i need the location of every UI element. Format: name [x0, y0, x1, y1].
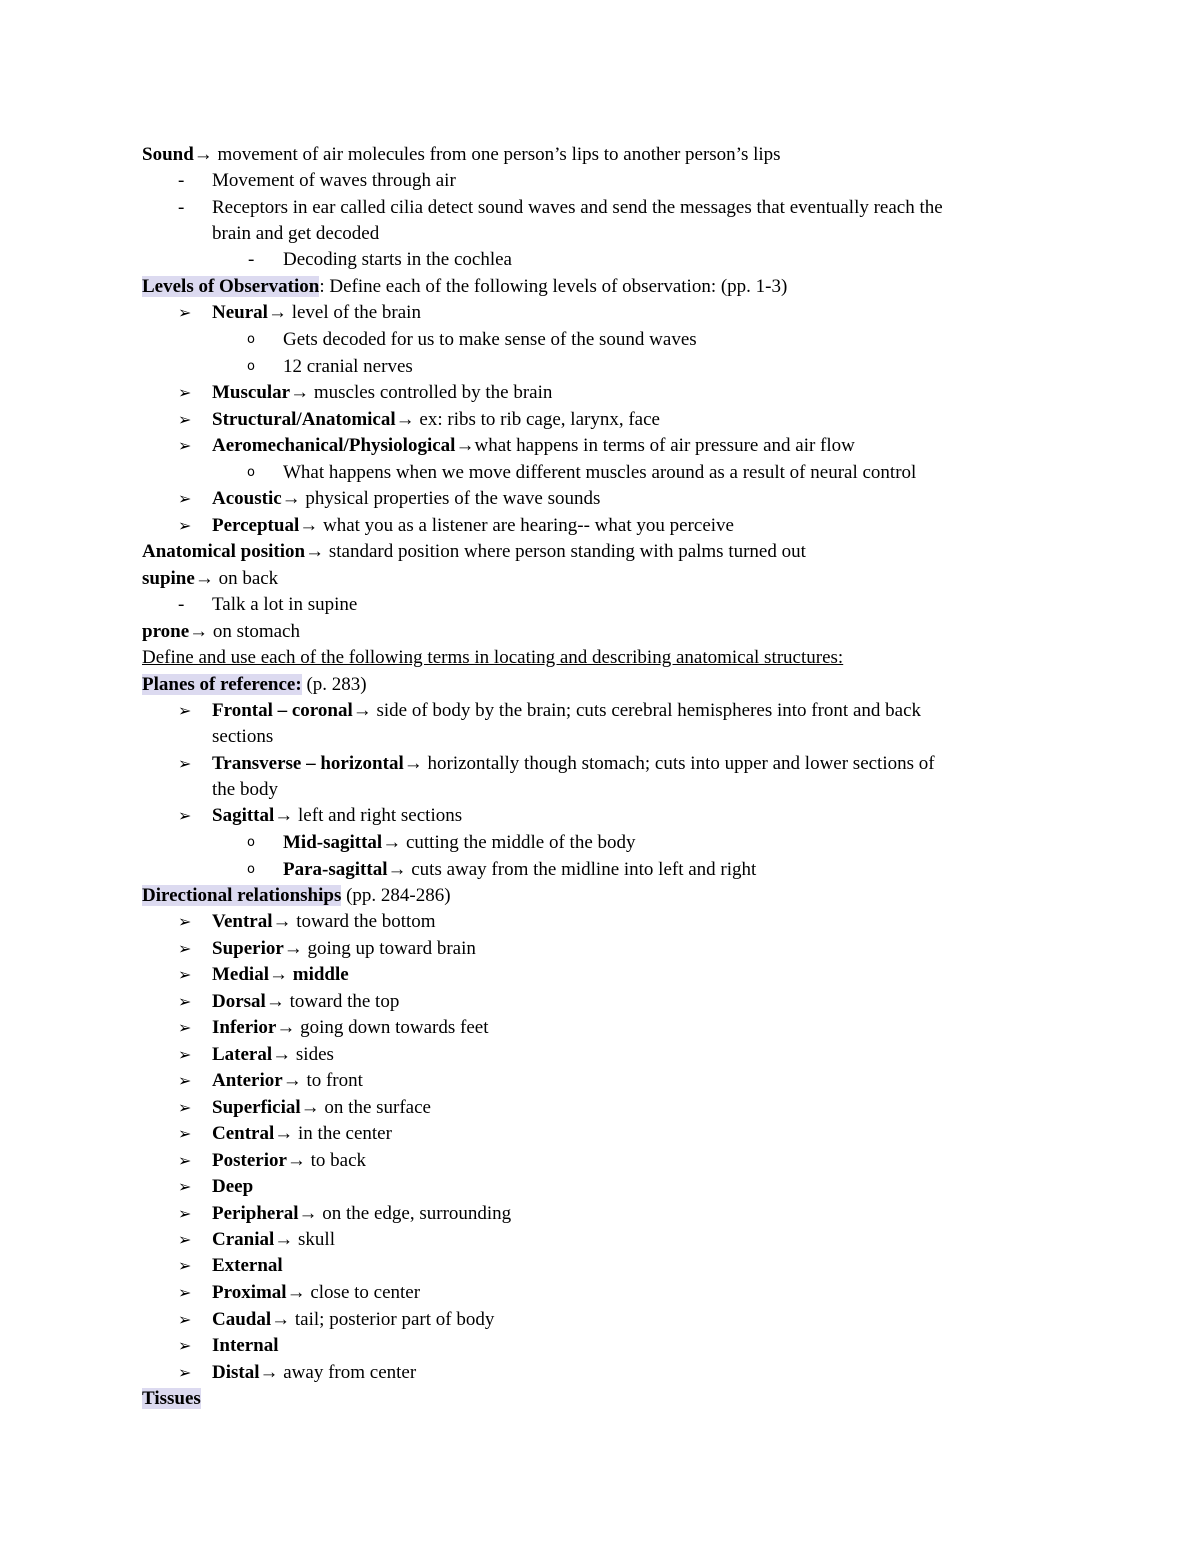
- arrow-bullet-icon: ➢: [178, 965, 192, 984]
- term: Sagittal: [212, 805, 275, 826]
- definition: → toward the top: [265, 991, 400, 1012]
- list-item: [212, 1174, 253, 1200]
- arrow-bullet-icon: ➢: [178, 1204, 192, 1223]
- definition: → cutting the middle of the body: [382, 832, 636, 853]
- arrow-bullet-icon: ➢: [178, 754, 192, 773]
- definition: → muscles controlled by the brain: [290, 382, 553, 403]
- list-item: [212, 1068, 363, 1094]
- list-item-text: Receptors in ear called cilia detect sound waves and send the messages that eventually reach the: [212, 197, 943, 218]
- term: Internal: [212, 1335, 279, 1356]
- term: Aeromechanical/Physiological: [212, 435, 456, 456]
- arrow-bullet-icon: ➢: [178, 1098, 192, 1117]
- arrow-bullet-icon: ➢: [178, 1045, 192, 1064]
- term: Proximal: [212, 1282, 287, 1303]
- list-item: [212, 433, 855, 459]
- definition: → what you as a listener are hearing-- what you perceive: [299, 515, 734, 536]
- term: Muscular: [212, 382, 291, 403]
- arrow-bullet-icon: ➢: [178, 1283, 192, 1302]
- definition: → away from center: [259, 1362, 417, 1383]
- dash-bullet: -: [178, 197, 185, 218]
- list-item: [212, 1015, 489, 1041]
- arrow-bullet-icon: ➢: [178, 1071, 192, 1090]
- list-item: [212, 751, 935, 777]
- section-heading: Levels of Observation: [142, 276, 320, 297]
- definition: →what happens in terms of air pressure and air flow: [455, 435, 855, 456]
- list-item: [212, 1307, 494, 1333]
- arrow-bullet-icon: ➢: [178, 1256, 192, 1275]
- list-item: [212, 195, 943, 221]
- line-anatomical-position: [142, 539, 806, 565]
- arrow-bullet-icon: ➢: [178, 1230, 192, 1249]
- definition: → ex: ribs to rib cage, larynx, face: [395, 409, 660, 430]
- term: Deep: [212, 1176, 254, 1197]
- term: Anterior: [212, 1070, 283, 1091]
- circle-bullet-icon: o: [247, 862, 255, 877]
- list-item: [212, 168, 456, 194]
- definition: → movement of air molecules from one person’s lips to another person’s lips: [193, 144, 781, 165]
- definition: → standard position where person standing with palms turned out: [305, 541, 806, 562]
- list-item-continuation: [212, 221, 379, 247]
- definition: → horizontally though stomach; cuts into upper and lower sections of: [403, 753, 935, 774]
- term: Posterior: [212, 1150, 287, 1171]
- list-item: [212, 989, 399, 1015]
- definition: → on the surface: [300, 1097, 431, 1118]
- arrow-bullet-icon: ➢: [178, 489, 192, 508]
- list-item-text: Movement of waves through air: [212, 170, 456, 191]
- circle-bullet-icon: o: [247, 359, 255, 374]
- list-item: [283, 830, 636, 856]
- list-item: [212, 1201, 511, 1227]
- definition: → level of the brain: [267, 302, 421, 323]
- arrow-bullet-icon: ➢: [178, 806, 192, 825]
- list-item-text: 12 cranial nerves: [283, 356, 413, 377]
- circle-bullet-icon: o: [247, 465, 255, 480]
- circle-bullet-icon: o: [247, 332, 255, 347]
- term: Mid-sagittal: [283, 832, 383, 853]
- arrow-bullet-icon: ➢: [178, 1363, 192, 1382]
- arrow-bullet-icon: ➢: [178, 1310, 192, 1329]
- definition: → on the edge, surrounding: [298, 1203, 512, 1224]
- heading-directional-relationships: [142, 883, 451, 909]
- definition: → cuts away from the midline into left and right: [387, 859, 757, 880]
- line-sound: [142, 142, 781, 168]
- term: External: [212, 1255, 283, 1276]
- arrow-bullet-icon: ➢: [178, 1124, 192, 1143]
- term: Transverse – horizontal: [212, 753, 404, 774]
- list-item-text: the body: [212, 779, 278, 800]
- term: Medial→ middle: [212, 964, 349, 985]
- instruction-text: Define and use each of the following terms in locating and describing anatomical structures:: [142, 647, 844, 668]
- arrow-bullet-icon: ➢: [178, 1018, 192, 1037]
- list-item: [212, 1121, 392, 1147]
- line-supine: [142, 566, 278, 592]
- list-item: [212, 962, 349, 988]
- term: Dorsal: [212, 991, 266, 1012]
- list-item: [212, 803, 462, 829]
- list-item: [212, 486, 600, 512]
- term: Superficial: [212, 1097, 301, 1118]
- list-item-text: Decoding starts in the cochlea: [283, 249, 512, 270]
- definition: → tail; posterior part of body: [271, 1309, 495, 1330]
- list-item: [212, 300, 421, 326]
- arrow-bullet-icon: ➢: [178, 701, 192, 720]
- arrow-bullet-icon: ➢: [178, 939, 192, 958]
- definition: → side of body by the brain; cuts cerebral hemispheres into front and back: [352, 700, 921, 721]
- term: Perceptual: [212, 515, 300, 536]
- dash-bullet: -: [178, 170, 185, 191]
- arrow-bullet-icon: ➢: [178, 912, 192, 931]
- term: supine: [142, 568, 195, 589]
- term: Frontal – coronal: [212, 700, 353, 721]
- line-prone: [142, 619, 300, 645]
- list-item: [212, 1253, 283, 1279]
- term: Caudal: [212, 1309, 272, 1330]
- list-item: [212, 1148, 366, 1174]
- definition: → sides: [272, 1044, 334, 1065]
- term: Neural: [212, 302, 268, 323]
- term-sound: Sound: [142, 144, 194, 165]
- list-item: [212, 698, 921, 724]
- definition: → going up toward brain: [283, 938, 476, 959]
- heading-tissues: [142, 1386, 201, 1412]
- definition: → close to center: [286, 1282, 421, 1303]
- list-item: [212, 380, 552, 406]
- list-item: [283, 354, 413, 380]
- list-item: [283, 327, 697, 353]
- term: Ventral: [212, 911, 273, 932]
- list-item: [283, 247, 512, 273]
- arrow-bullet-icon: ➢: [178, 1151, 192, 1170]
- arrow-bullet-icon: ➢: [178, 1177, 192, 1196]
- list-item: [212, 909, 436, 935]
- list-item: [212, 592, 357, 618]
- term: Lateral: [212, 1044, 273, 1065]
- arrow-bullet-icon: ➢: [178, 303, 192, 322]
- list-item: [212, 1360, 416, 1386]
- circle-bullet-icon: o: [247, 835, 255, 850]
- instruction-line: [142, 645, 843, 671]
- list-item: [212, 513, 734, 539]
- term: Superior: [212, 938, 284, 959]
- list-item: [212, 1042, 334, 1068]
- definition: → physical properties of the wave sounds: [281, 488, 601, 509]
- heading-levels-of-observation: [142, 274, 787, 300]
- list-item-text: Gets decoded for us to make sense of the sound waves: [283, 329, 697, 350]
- term: Para-sagittal: [283, 859, 388, 880]
- list-item-text: sections: [212, 726, 274, 747]
- list-item-text: Talk a lot in supine: [212, 594, 358, 615]
- list-item-continuation: [212, 724, 273, 750]
- list-item: [212, 1333, 279, 1359]
- term: Structural/Anatomical: [212, 409, 396, 430]
- list-item: [212, 407, 660, 433]
- definition: → on back: [194, 568, 279, 589]
- term: Peripheral: [212, 1203, 299, 1224]
- list-item: [283, 857, 756, 883]
- heading-note: (p. 283): [301, 674, 367, 695]
- section-heading: Planes of reference:: [142, 674, 302, 695]
- definition: → toward the bottom: [272, 911, 436, 932]
- list-item: [212, 1280, 420, 1306]
- arrow-bullet-icon: ➢: [178, 1336, 192, 1355]
- heading-note: : Define each of the following levels of observation: (pp. 1-3): [319, 276, 788, 297]
- definition: → to back: [286, 1150, 367, 1171]
- definition: → left and right sections: [274, 805, 463, 826]
- arrow-bullet-icon: ➢: [178, 410, 192, 429]
- term: Central: [212, 1123, 275, 1144]
- list-item: [212, 936, 476, 962]
- heading-planes-of-reference: [142, 672, 367, 698]
- list-item-text: brain and get decoded: [212, 223, 380, 244]
- definition: → skull: [274, 1229, 335, 1250]
- arrow-bullet-icon: ➢: [178, 383, 192, 402]
- arrow-bullet-icon: ➢: [178, 992, 192, 1011]
- term: Anatomical position: [142, 541, 306, 562]
- definition: → going down towards feet: [276, 1017, 489, 1038]
- term: prone: [142, 621, 190, 642]
- arrow-bullet-icon: ➢: [178, 436, 192, 455]
- list-item: [212, 1095, 431, 1121]
- term: Acoustic: [212, 488, 282, 509]
- list-item-continuation: [212, 777, 278, 803]
- dash-bullet: -: [248, 249, 255, 270]
- term: Cranial: [212, 1229, 275, 1250]
- arrow-bullet-icon: ➢: [178, 516, 192, 535]
- heading-note: (pp. 284-286): [341, 885, 451, 906]
- section-heading: Tissues: [142, 1388, 201, 1409]
- term: Inferior: [212, 1017, 277, 1038]
- section-heading: Directional relationships: [142, 885, 342, 906]
- dash-bullet: -: [178, 594, 185, 615]
- definition: → in the center: [274, 1123, 392, 1144]
- list-item: [212, 1227, 335, 1253]
- definition: → to front: [282, 1070, 363, 1091]
- list-item-text: What happens when we move different muscles around as a result of neural control: [283, 462, 917, 483]
- list-item: [283, 460, 916, 486]
- term: Distal: [212, 1362, 260, 1383]
- definition: → on stomach: [189, 621, 300, 642]
